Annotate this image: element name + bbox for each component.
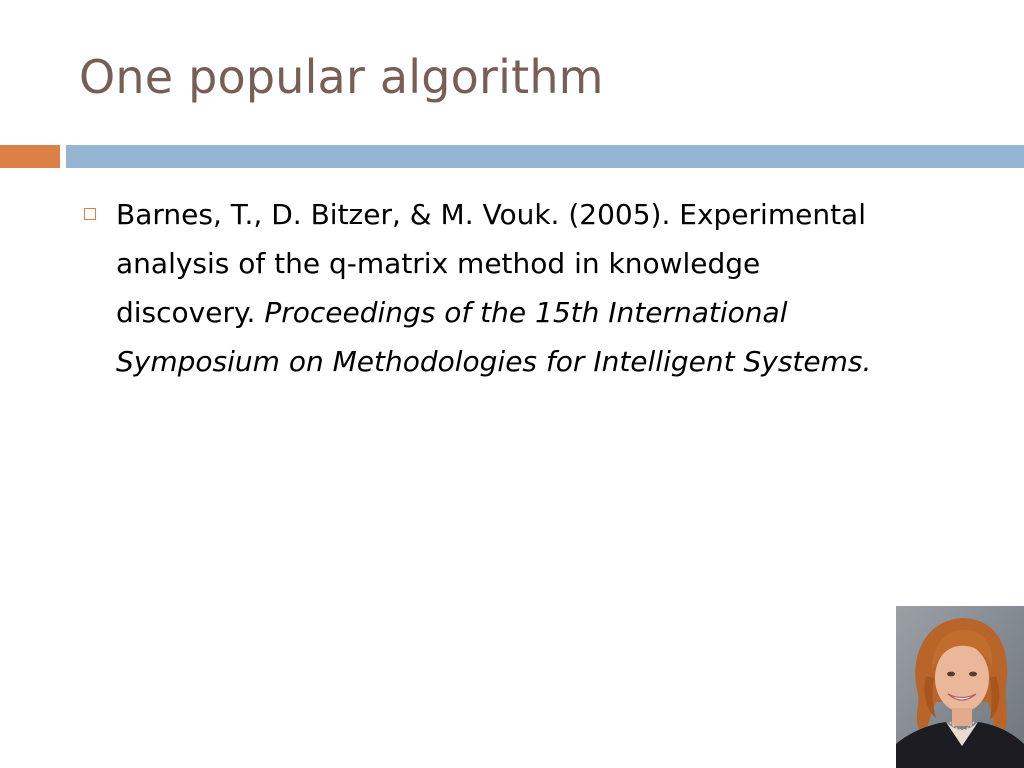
citation-text [116, 198, 871, 378]
bullet-item [80, 190, 880, 386]
citation-authors-title: Barnes, T., D. Bitzer, & M. Vouk. (2005). Experimental analysis of the q-matrix method in knowledge discovery. [116, 198, 866, 329]
slide-title: One popular algorithm [79, 50, 604, 104]
bullet-list [80, 190, 880, 386]
accent-bar-blue [66, 145, 1024, 168]
portrait-photo [896, 606, 1024, 768]
accent-bar-orange [0, 145, 60, 168]
citation-venue: Proceedings of the 15th International Symposium on Methodologies for Intelligent Systems. [116, 296, 872, 378]
square-bullet-icon [84, 208, 96, 220]
